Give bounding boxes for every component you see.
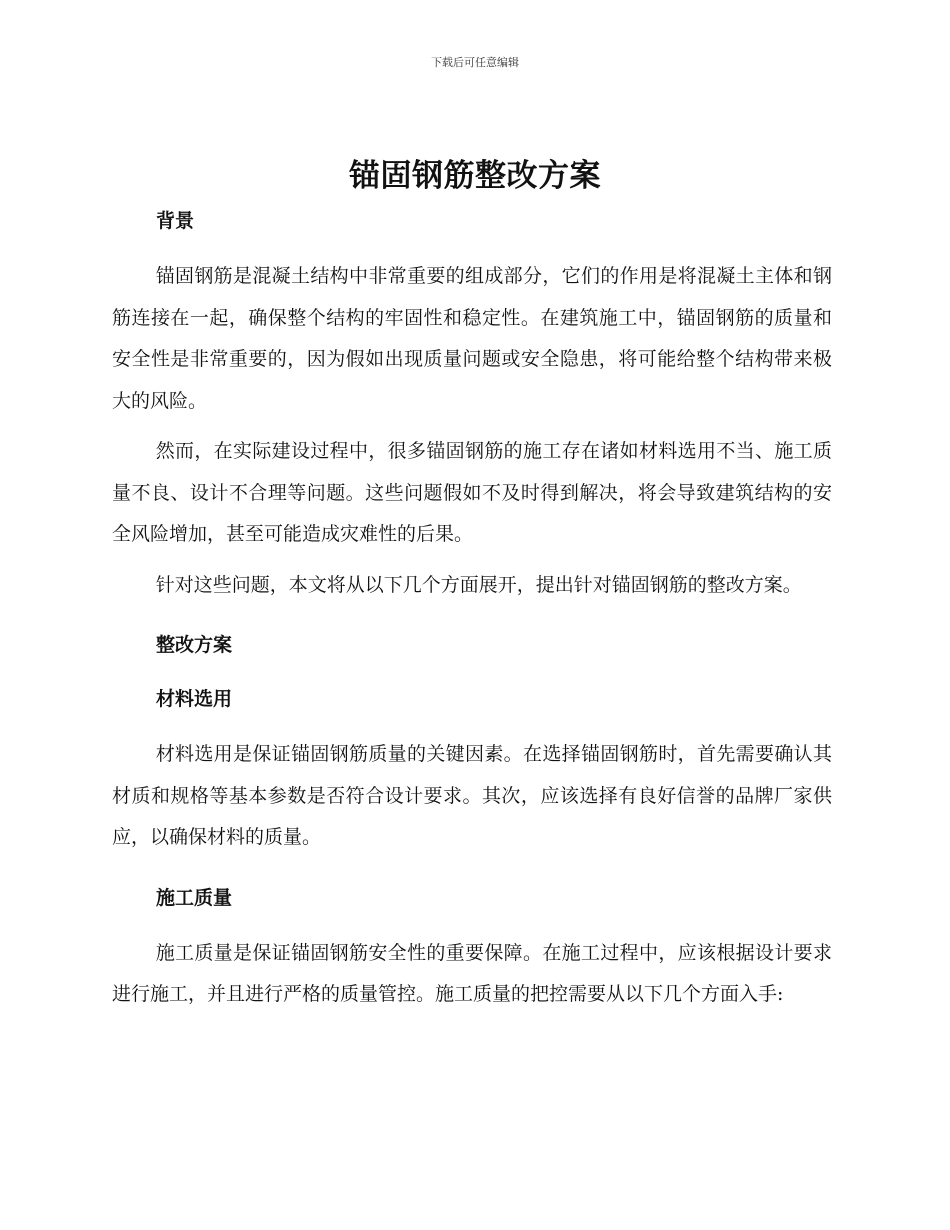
header-note: 下载后可任意编辑 — [431, 56, 519, 69]
paragraph-background-1: 锚固钢筋是混凝土结构中非常重要的组成部分，它们的作用是将混凝土主体和钢筋连接在一起，确保整个结构的牢固性和稳定性。在建筑施工中，锚固钢筋的质量和安全性是非常重要的，因为假如出现质量问题或安全隐患，将可能给整个结构带来极大的风险。 — [112, 265, 832, 412]
paragraph-materials-1: 材料选用是保证锚固钢筋质量的关键因素。在选择锚固钢筋时，首先需要确认其材质和规格等基本参数是否符合设计要求。其次，应该选择有良好信誉的品牌厂家供应，以确保材料的质量。 — [112, 743, 832, 848]
paragraph-background-3: 针对这些问题，本文将从以下几个方面展开，提出针对锚固钢筋的整改方案。 — [155, 573, 802, 596]
paragraph-quality-1: 施工质量是保证锚固钢筋安全性的重要保障。在施工过程中，应该根据设计要求进行施工，并且进行严格的质量管控。施工质量的把控需要从以下几个方面入手: — [112, 941, 832, 1005]
subsection-heading-materials: 材料选用 — [156, 688, 233, 710]
section-heading-plan: 整改方案 — [156, 634, 233, 656]
paragraph-background-2: 然而，在实际建设过程中，很多锚固钢筋的施工存在诸如材料选用不当、施工质量不良、设计不合理等问题。这些问题假如不及时得到解决，将会导致建筑结构的安全风险增加，甚至可能造成灾难性的后果。 — [112, 440, 832, 545]
document-title: 锚固钢筋整改方案 — [349, 158, 601, 194]
section-heading-background: 背景 — [156, 210, 195, 232]
document-body — [112, 206, 832, 1016]
subsection-heading-quality: 施工质量 — [156, 886, 233, 909]
